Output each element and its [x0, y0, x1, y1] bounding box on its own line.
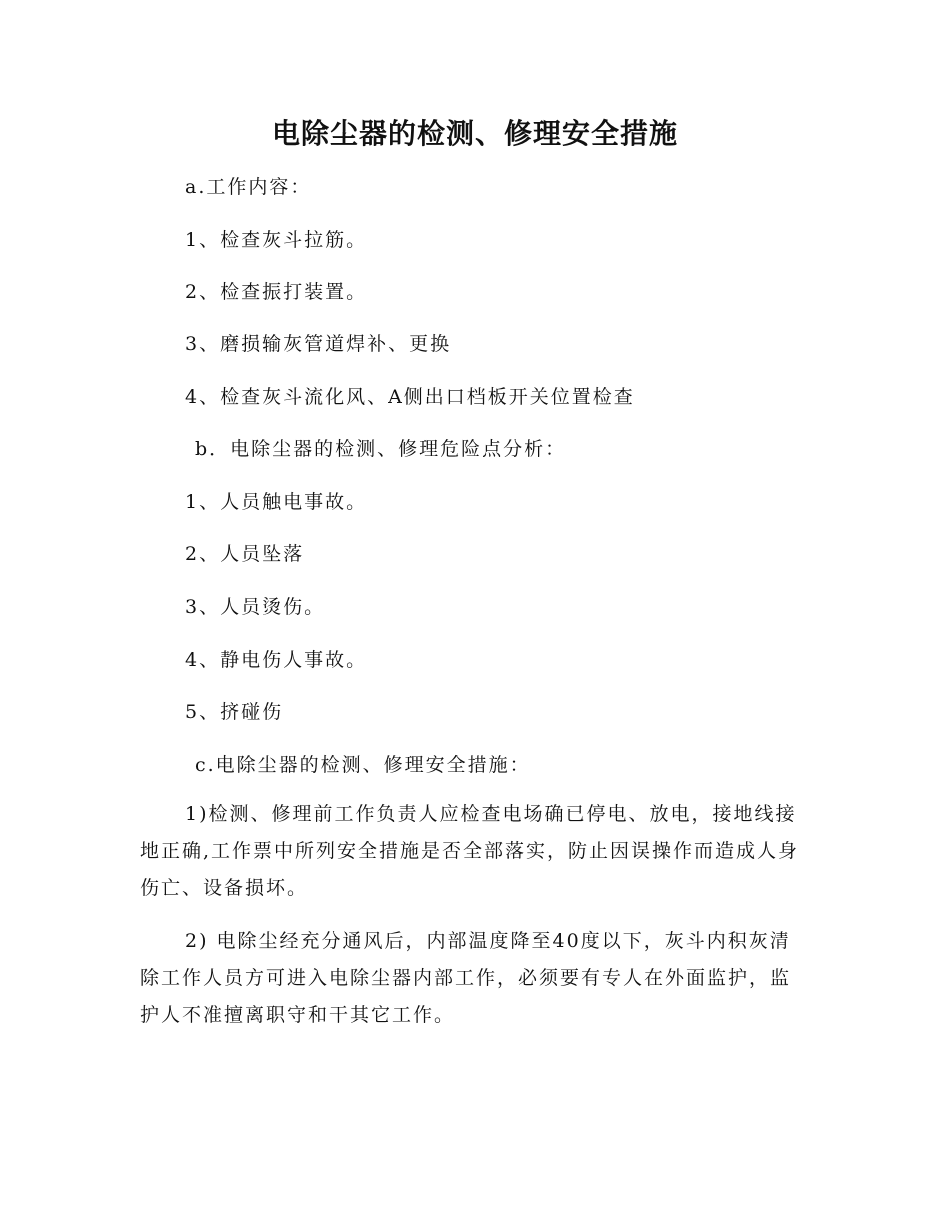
- section-c-heading: c.电除尘器的检测、修理安全措施：: [195, 754, 531, 776]
- section-b-item-3: 3、人员烫伤。: [185, 596, 326, 618]
- section-c-paragraph-1: 1)检测、修理前工作负责人应检查电场确已停电、放电，接地线接地正确,工作票中所列安全措施是否全部落实，防止因误操作而造成人身伤亡、设备损坏。: [140, 803, 800, 899]
- section-a-item-3: 3、磨损输灰管道焊补、更换: [185, 333, 452, 355]
- section-a-item-4: 4、检查灰斗流化风、A侧出口档板开关位置检查: [185, 386, 635, 408]
- section-b-item-5: 5、挤碰伤: [185, 701, 284, 723]
- section-a-item-2: 2、检查振打装置。: [185, 281, 368, 303]
- section-a-heading: a.工作内容：: [185, 176, 312, 198]
- section-c-paragraph-2: 2) 电除尘经充分通风后，内部温度降至40度以下，灰斗内积灰清除工作人员方可进入电除尘器内部工作，必须要有专人在外面监护，监护人不准擅离职守和干其它工作。: [140, 930, 792, 1026]
- section-b-heading: b．电除尘器的检测、修理危险点分析：: [195, 438, 567, 460]
- page-title: 电除尘器的检测、修理安全措施: [271, 117, 678, 150]
- section-b-item-4: 4、静电伤人事故。: [185, 649, 368, 671]
- section-b-item-1: 1、人员触电事故。: [185, 491, 368, 513]
- section-a-item-1: 1、检查灰斗拉筋。: [185, 229, 368, 251]
- section-b-item-2: 2、人员坠落: [185, 543, 305, 565]
